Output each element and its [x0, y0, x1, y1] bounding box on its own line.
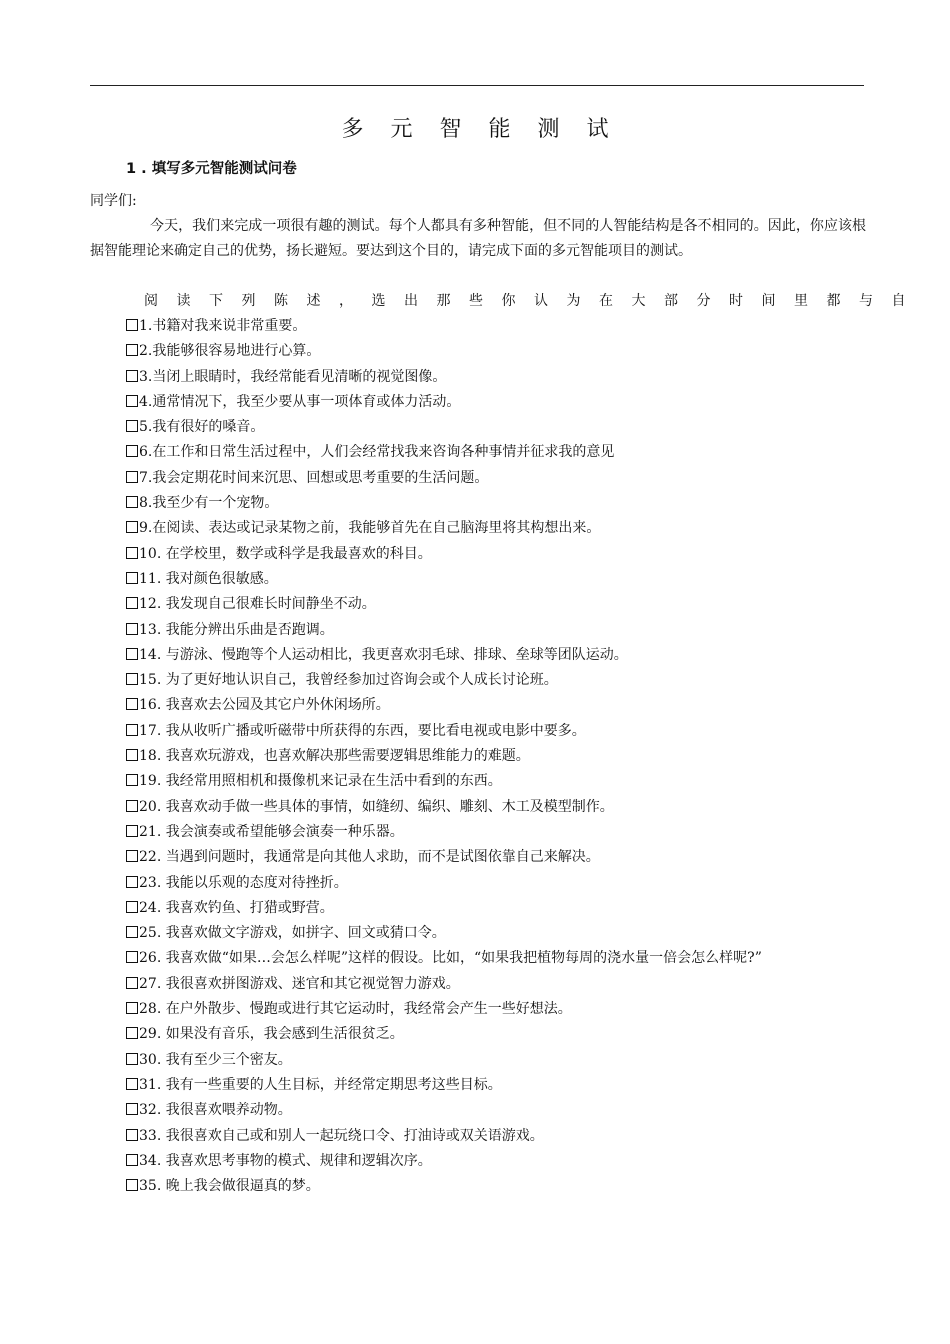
- item-text: 当遇到问题时，我通常是向其他人求助，而不是试图依靠自己来解决。: [161, 849, 600, 866]
- checkbox[interactable]: [126, 344, 138, 356]
- checkbox[interactable]: [126, 901, 138, 913]
- item-text: 晚上我会做很逼真的梦。: [161, 1178, 320, 1195]
- item-text: 我从收听广播或听磁带中所获得的东西，要比看电视或电影中要多。: [161, 722, 586, 739]
- list-item: [90, 1073, 866, 1098]
- list-item: [90, 314, 866, 339]
- list-item: [90, 1149, 866, 1174]
- checkbox[interactable]: [126, 1002, 138, 1014]
- item-text: 我喜欢去公园及其它户外休闲场所。: [161, 697, 390, 714]
- checkbox[interactable]: [126, 445, 138, 457]
- item-number: 9.: [139, 520, 153, 537]
- checkbox[interactable]: [126, 800, 138, 812]
- list-item: [90, 1174, 866, 1199]
- checkbox[interactable]: [126, 825, 138, 837]
- item-number: 25.: [139, 925, 162, 942]
- list-item: [90, 390, 866, 415]
- item-number: 18.: [139, 748, 162, 765]
- item-text: 我会定期花时间来沉思、回想或思考重要的生活问题。: [152, 469, 489, 486]
- item-text: 为了更好地认识自己，我曾经参加过咨询会或个人成长讨论班。: [161, 672, 558, 689]
- item-text: 如果没有音乐，我会感到生活很贫乏。: [161, 1026, 404, 1043]
- document-title: 多 元 智 能 测 试: [341, 117, 619, 142]
- checkbox[interactable]: [126, 496, 138, 508]
- list-item: [90, 592, 866, 617]
- item-number: 20.: [139, 798, 162, 815]
- item-number: 33.: [139, 1127, 162, 1144]
- checkbox[interactable]: [126, 951, 138, 963]
- item-text: 与游泳、慢跑等个人运动相比，我更喜欢羽毛球、排球、垒球等团队运动。: [161, 646, 628, 663]
- item-number: 28.: [139, 1001, 162, 1018]
- instruction-line: 阅读下列陈述，选出那些你认为在大部分时间里都与自: [144, 293, 924, 309]
- item-number: 10.: [139, 545, 162, 562]
- item-number: 5.: [139, 419, 153, 436]
- item-number: 16.: [139, 697, 162, 714]
- section-heading: 1 . 填写多元智能测试问卷: [126, 161, 297, 177]
- list-item: [90, 365, 866, 390]
- list-item: [90, 643, 866, 668]
- item-number: 1.: [139, 318, 153, 334]
- list-item: [90, 618, 866, 643]
- item-text: 我经常用照相机和摄像机来记录在生活中看到的东西。: [161, 773, 502, 790]
- item-number: 26.: [139, 950, 162, 967]
- questionnaire-list: [90, 314, 866, 1199]
- list-item: [90, 542, 866, 567]
- item-text: 我至少有一个宠物。: [152, 495, 279, 512]
- item-number: 31.: [139, 1076, 162, 1093]
- item-number: 17.: [139, 722, 162, 739]
- checkbox[interactable]: [126, 648, 138, 660]
- list-item: [90, 719, 866, 744]
- item-number: 35.: [139, 1178, 162, 1195]
- item-number: 30.: [139, 1051, 162, 1068]
- item-text: 我有一些重要的人生目标，并经常定期思考这些目标。: [161, 1076, 502, 1093]
- checkbox[interactable]: [126, 1179, 138, 1191]
- checkbox[interactable]: [126, 1053, 138, 1065]
- list-item: [90, 744, 866, 769]
- item-text: 在学校里，数学或科学是我最喜欢的科目。: [161, 545, 432, 562]
- item-number: 19.: [139, 773, 162, 790]
- item-number: 32.: [139, 1102, 162, 1119]
- checkbox[interactable]: [126, 547, 138, 559]
- item-text: 我发现自己很难长时间静坐不动。: [161, 596, 376, 613]
- item-number: 11.: [139, 570, 162, 587]
- checkbox[interactable]: [126, 420, 138, 432]
- item-text: 我喜欢动手做一些具体的事情，如缝纫、编织、雕刻、木工及模型制作。: [161, 798, 614, 815]
- list-item: [90, 871, 866, 896]
- checkbox[interactable]: [126, 395, 138, 407]
- item-text: 书籍对我来说非常重要。: [152, 318, 307, 334]
- list-item: [90, 440, 866, 465]
- greeting: 同学们:: [90, 193, 137, 209]
- item-text: 我喜欢钓鱼、打猎或野营。: [161, 899, 334, 916]
- item-text: 我有很好的嗓音。: [152, 419, 265, 436]
- checkbox[interactable]: [126, 623, 138, 635]
- list-item: [90, 1124, 866, 1149]
- checkbox[interactable]: [126, 774, 138, 786]
- item-text: 我很喜欢自己或和别人一起玩绕口令、打油诗或双关语游戏。: [161, 1127, 544, 1144]
- item-text: 我很喜欢拼图游戏、迷官和其它视觉智力游戏。: [161, 975, 460, 992]
- list-item: [90, 769, 866, 794]
- item-text: 我喜欢玩游戏，也喜欢解决那些需要逻辑思维能力的难题。: [161, 748, 530, 765]
- list-item: [90, 820, 866, 845]
- item-text: 我能分辨出乐曲是否跑调。: [161, 621, 334, 638]
- list-item: [90, 516, 866, 541]
- checkbox[interactable]: [126, 876, 138, 888]
- checkbox[interactable]: [126, 673, 138, 685]
- list-item: [90, 415, 866, 440]
- checkbox[interactable]: [126, 370, 138, 382]
- checkbox[interactable]: [126, 319, 138, 331]
- list-item: [90, 972, 866, 997]
- checkbox[interactable]: [126, 572, 138, 584]
- item-text: 在户外散步、慢跑或进行其它运动时，我经常会产生一些好想法。: [161, 1001, 572, 1018]
- item-number: 24.: [139, 899, 162, 916]
- list-item: [90, 921, 866, 946]
- item-text: 我喜欢思考事物的模式、规律和逻辑次序。: [161, 1152, 432, 1169]
- list-item: [90, 997, 866, 1022]
- checkbox[interactable]: [126, 749, 138, 761]
- item-number: 14.: [139, 646, 162, 663]
- checkbox[interactable]: [126, 521, 138, 533]
- item-number: 8.: [139, 495, 153, 512]
- item-text: 我很喜欢喂养动物。: [161, 1102, 292, 1119]
- item-number: 27.: [139, 975, 162, 992]
- list-item: [90, 1098, 866, 1123]
- item-text: 在工作和日常生活过程中，人们会经常找我来咨询各种事情并征求我的意见: [152, 444, 615, 461]
- checkbox[interactable]: [126, 1103, 138, 1115]
- item-number: 4.: [139, 393, 153, 410]
- item-number: 13.: [139, 621, 162, 638]
- list-item: [90, 668, 866, 693]
- checkbox[interactable]: [126, 724, 138, 736]
- list-item: [90, 693, 866, 718]
- item-number: 34.: [139, 1152, 162, 1169]
- checkbox[interactable]: [126, 977, 138, 989]
- list-item: [90, 845, 866, 870]
- item-number: 22.: [139, 849, 162, 866]
- checkbox[interactable]: [126, 1129, 138, 1141]
- item-text: 我能够很容易地进行心算。: [152, 343, 321, 360]
- list-item: [90, 946, 866, 971]
- top-rule: [90, 85, 864, 86]
- item-text: 我会演奏或希望能够会演奏一种乐器。: [161, 823, 404, 840]
- item-number: 2.: [139, 343, 153, 360]
- checkbox[interactable]: [126, 926, 138, 938]
- item-text: 当闭上眼睛时，我经常能看见清晰的视觉图像。: [152, 368, 447, 385]
- list-item: [90, 896, 866, 921]
- list-item: [90, 491, 866, 516]
- checkbox[interactable]: [126, 471, 138, 483]
- list-item: [90, 567, 866, 592]
- checkbox[interactable]: [126, 597, 138, 609]
- item-text: 我喜欢做文字游戏，如拼字、回文或猜口令。: [161, 925, 446, 942]
- list-item: [90, 1048, 866, 1073]
- intro-paragraph: 今天，我们来完成一项很有趣的测试。每个人都具有多种智能，但不同的人智能结构是各不相同的。因此，你应该根据智能理论来确定自己的优势，扬长避短。要达到这个目的，请完成下面的多元智能项目的测试。: [90, 218, 866, 259]
- item-text: 我对颜色很敏感。: [161, 570, 278, 587]
- item-number: 6.: [139, 444, 153, 461]
- item-number: 15.: [139, 672, 162, 689]
- item-number: 3.: [139, 368, 153, 385]
- item-text: 我有至少三个密友。: [161, 1051, 292, 1068]
- item-text: 我能以乐观的态度对待挫折。: [161, 874, 348, 891]
- checkbox[interactable]: [126, 1027, 138, 1039]
- checkbox[interactable]: [126, 1154, 138, 1166]
- item-number: 21.: [139, 823, 162, 840]
- list-item: [90, 1022, 866, 1047]
- checkbox[interactable]: [126, 850, 138, 862]
- list-item: [90, 466, 866, 491]
- item-number: 12.: [139, 596, 162, 613]
- item-text: 通常情况下，我至少要从事一项体育或体力活动。: [152, 393, 461, 410]
- checkbox[interactable]: [126, 698, 138, 710]
- item-number: 7.: [139, 469, 153, 486]
- list-item: [90, 339, 866, 364]
- item-number: 23.: [139, 874, 162, 891]
- item-number: 29.: [139, 1026, 162, 1043]
- checkbox[interactable]: [126, 1078, 138, 1090]
- item-text: 我喜欢做“如果…会怎么样呢”这样的假设。比如，“如果我把植物每周的浇水量一倍会怎么样呢?”: [161, 950, 762, 967]
- list-item: [90, 795, 866, 820]
- item-text: 在阅读、表达或记录某物之前，我能够首先在自己脑海里将其构想出来。: [152, 520, 601, 537]
